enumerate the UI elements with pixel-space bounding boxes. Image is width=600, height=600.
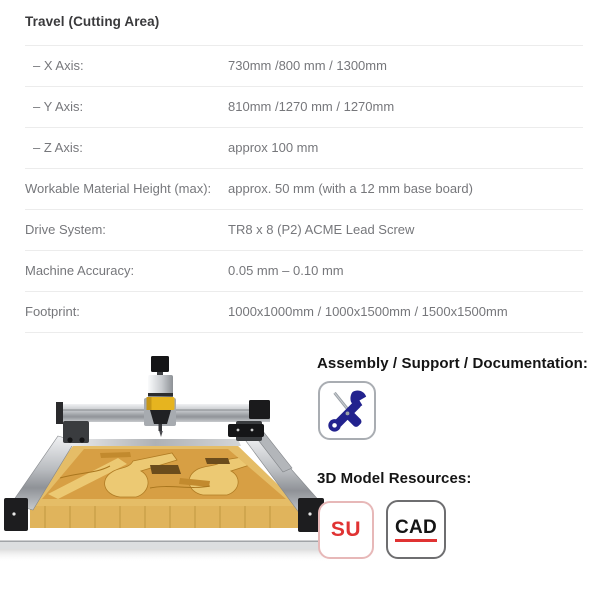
- spec-row: [25, 210, 583, 251]
- sketchup-icon[interactable]: [318, 501, 374, 559]
- spec-label: – Y Axis:: [33, 99, 84, 114]
- cad-label: CAD: [395, 518, 437, 542]
- spec-label: – Z Axis:: [33, 140, 83, 155]
- spec-value: 730mm /800 mm / 1300mm: [228, 58, 387, 73]
- spec-value: TR8 x 8 (P2) ACME Lead Screw: [228, 222, 415, 237]
- spec-label: – X Axis:: [33, 58, 84, 73]
- spec-label: Footprint:: [25, 304, 80, 319]
- spec-row: [25, 46, 583, 87]
- cnc-machine-image: [0, 348, 330, 563]
- spec-row: [25, 169, 583, 210]
- spec-row: [25, 128, 583, 169]
- spec-row: [25, 292, 583, 333]
- spec-row: [25, 251, 583, 292]
- assembly-docs-icon[interactable]: [318, 381, 376, 440]
- model-resources-heading: 3D Model Resources:: [317, 470, 472, 487]
- spec-label: Machine Accuracy:: [25, 263, 135, 278]
- spec-table-title: Travel (Cutting Area): [25, 4, 583, 46]
- sketchup-label: SU: [330, 518, 362, 541]
- spec-value: approx 100 mm: [228, 140, 319, 155]
- cad-icon[interactable]: [386, 500, 446, 559]
- spec-label: Drive System:: [25, 222, 106, 237]
- spec-value: approx. 50 mm (with a 12 mm base board): [228, 181, 473, 196]
- spec-rows: [25, 46, 583, 333]
- spec-value: 0.05 mm – 0.10 mm: [228, 263, 344, 278]
- spec-table: [25, 4, 583, 333]
- assembly-support-heading: Assembly / Support / Documentation:: [317, 355, 589, 372]
- spec-row: [25, 87, 583, 128]
- spec-value: 810mm /1270 mm / 1270mm: [228, 99, 395, 114]
- spec-label: Workable Material Height (max):: [25, 181, 212, 196]
- tools-icon: [324, 388, 370, 434]
- spec-value: 1000x1000mm / 1000x1500mm / 1500x1500mm: [228, 304, 508, 319]
